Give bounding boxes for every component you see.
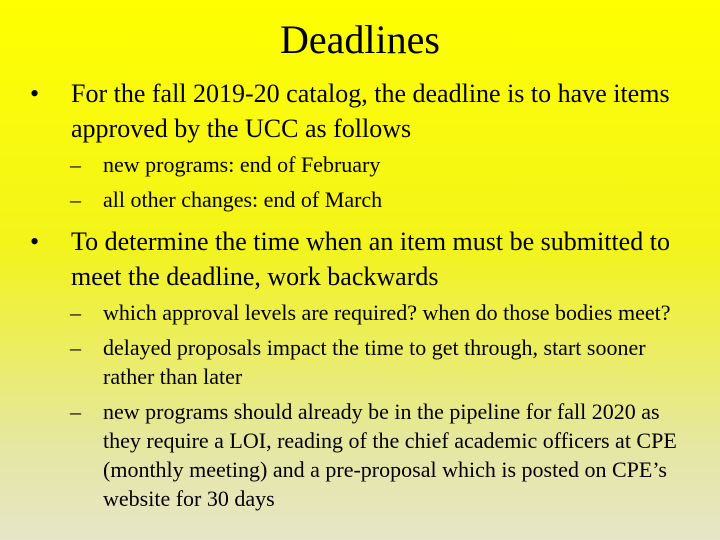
slide-title: Deadlines — [280, 17, 440, 62]
sub-bullet-list — [30, 150, 690, 214]
bullet-item — [30, 224, 690, 294]
sub-bullet-item — [30, 150, 690, 179]
sub-bullet-item — [30, 185, 690, 214]
sub-bullet-marker: – — [70, 335, 81, 360]
sub-bullet-text: delayed proposals impact the time to get through, start sooner rather than later — [103, 335, 646, 389]
sub-bullet-text: which approval levels are required? when do those bodies meet? — [103, 300, 671, 325]
sub-bullet-marker: – — [70, 300, 81, 325]
sub-bullet-marker: – — [70, 152, 81, 177]
bullet-marker: • — [30, 227, 40, 256]
sub-bullet-text: all other changes: end of March — [103, 187, 383, 212]
bullet-text: To determine the time when an item must be submitted to meet the deadline, work backwards — [71, 227, 670, 291]
sub-bullet-item — [30, 397, 690, 513]
sub-bullet-item — [30, 333, 690, 391]
bullet-marker: • — [30, 79, 40, 108]
sub-bullet-list — [30, 298, 690, 513]
sub-bullet-text: new programs: end of February — [103, 152, 381, 177]
slide-body — [30, 76, 690, 519]
bullet-text: For the fall 2019-20 catalog, the deadline is to have items approved by the UCC as follows — [71, 79, 670, 143]
sub-bullet-text: new programs should already be in the pipeline for fall 2020 as they require a LOI, reading of the chief academic officers at CPE (monthly meeting) and a pre-proposal which is posted on CPE’s website for 30 days — [103, 399, 677, 511]
sub-bullet-item — [30, 298, 690, 327]
sub-bullet-marker: – — [70, 399, 81, 424]
sub-bullet-marker: – — [70, 187, 81, 212]
bullet-item — [30, 76, 690, 146]
